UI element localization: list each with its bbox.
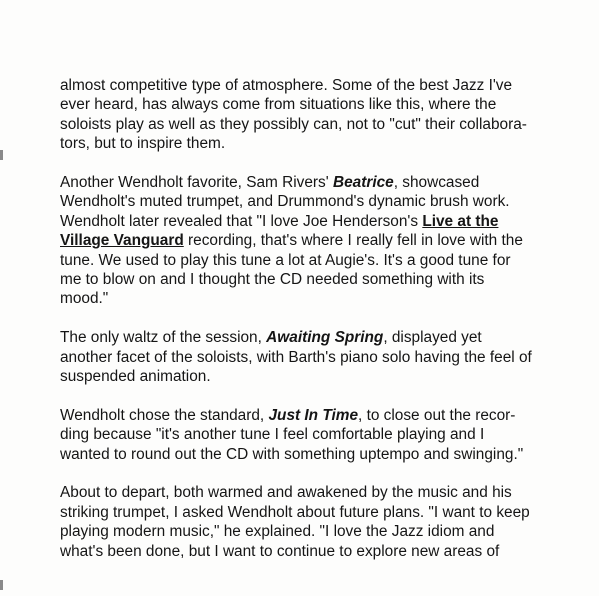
- recording-title: Village Vanguard: [60, 232, 184, 250]
- paragraph: [60, 76, 560, 154]
- paragraph-gap: [60, 386, 560, 405]
- album-track-title: Just In Time: [268, 406, 359, 424]
- liner-notes-text: [60, 76, 560, 561]
- text-line: ding because "it's another tune I feel comfortable playing and I: [60, 426, 485, 444]
- recording-title: Live at the: [422, 212, 499, 230]
- text-line: Wendholt chose the standard, Just In Time, to close out the recor-: [60, 406, 516, 424]
- text-line: Village Vanguard recording, that's where I really fell in love with the: [60, 232, 523, 250]
- text-line: Wendholt later revealed that "I love Joe Henderson's Live at the: [60, 212, 499, 230]
- paragraph: [60, 328, 560, 386]
- paragraph: [60, 173, 560, 309]
- text-line: tune. We used to play this tune a lot at Augie's. It's a good tune for: [60, 251, 511, 269]
- text-line: another facet of the soloists, with Barth's piano solo having the feel of: [60, 348, 532, 366]
- paragraph-gap: [60, 154, 560, 173]
- text-line: playing modern music," he explained. "I love the Jazz idiom and: [60, 523, 495, 541]
- text-line: Wendholt's muted trumpet, and Drummond's dynamic brush work.: [60, 193, 510, 211]
- text-line: The only waltz of the session, Awaiting Spring, displayed yet: [60, 329, 482, 347]
- paragraph-gap: [60, 464, 560, 483]
- text-line: almost competitive type of atmosphere. Some of the best Jazz I've: [60, 77, 513, 94]
- text-line: mood.": [60, 290, 109, 308]
- text-line: striking trumpet, I asked Wendholt about future plans. "I want to keep: [60, 503, 530, 521]
- paragraph: [60, 406, 560, 464]
- paragraph-gap: [60, 309, 560, 328]
- text-line: tors, but to inspire them.: [60, 135, 226, 153]
- album-track-title: Awaiting Spring: [266, 329, 384, 347]
- text-line: Another Wendholt favorite, Sam Rivers' Beatrice, showcased: [60, 174, 480, 192]
- text-line: me to blow on and I thought the CD needed something with its: [60, 271, 485, 289]
- scan-edge-mark: [0, 580, 3, 590]
- text-line: wanted to round out the CD with something uptempo and swinging.": [60, 445, 524, 463]
- album-track-title: Beatrice: [332, 174, 394, 192]
- text-line: About to depart, both warmed and awakened by the music and his: [60, 484, 512, 502]
- text-line: soloists play as well as they possibly can, not to "cut" their collabora-: [60, 115, 527, 133]
- paragraph: [60, 483, 560, 561]
- text-line: ever heard, has always come from situations like this, where the: [60, 96, 497, 114]
- text-line: suspended animation.: [60, 368, 211, 386]
- text-line: what's been done, but I want to continue to explore new areas of: [60, 542, 500, 560]
- scan-edge-mark: [0, 150, 3, 160]
